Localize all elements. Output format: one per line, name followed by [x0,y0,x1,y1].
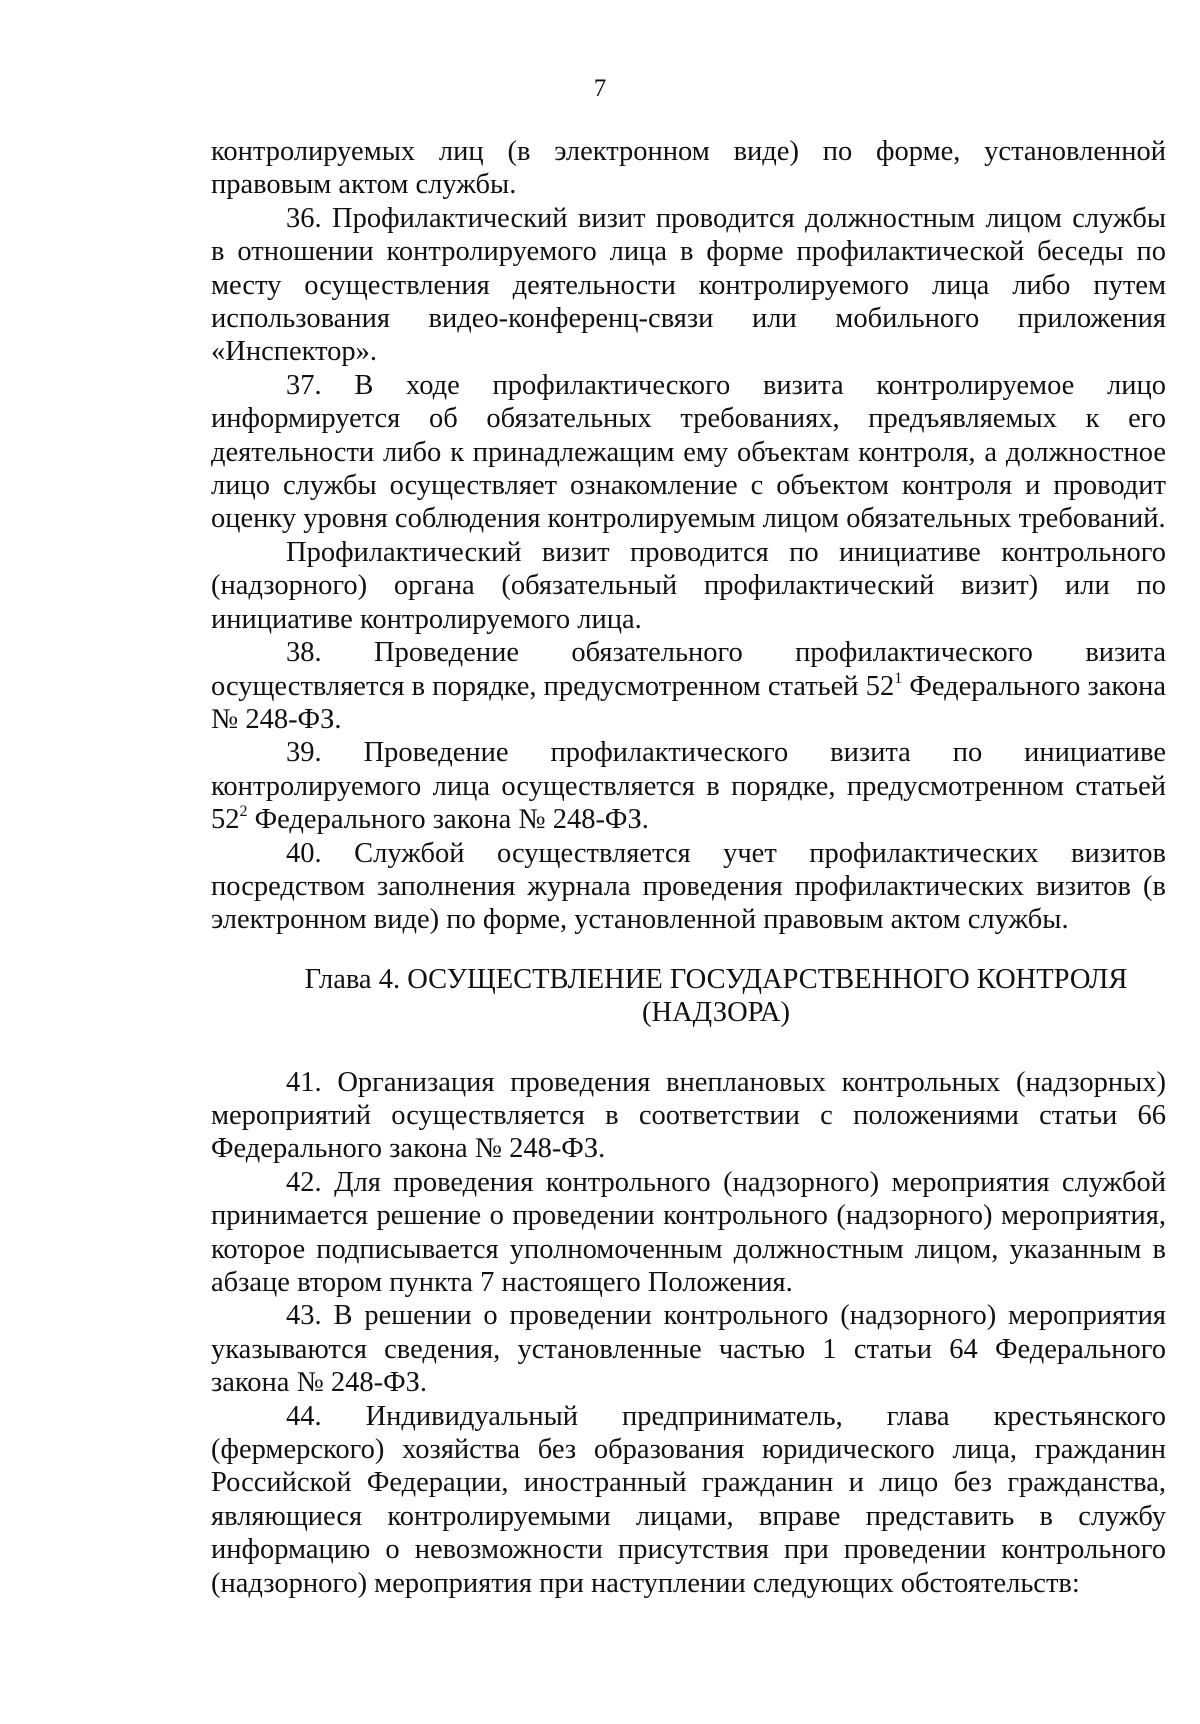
paragraph-38-text: 38. Проведение обязательного профилактического визита осуществляется в порядке, предусмотренном статьей 52 [211,637,1166,702]
paragraph-39-text-end: Федерального закона № 248-ФЗ. [247,804,649,836]
superscript-2: 2 [239,803,248,821]
paragraph-38-text-end: Федерального закона № 248-ФЗ. [211,670,1166,735]
chapter-heading-line-1: Глава 4. ОСУЩЕСТВЛЕНИЕ ГОСУДАРСТВЕННОГО КОНТРОЛЯ [304,963,1128,995]
paragraph-39 [211,736,1166,836]
page-number: 7 [593,75,607,102]
paragraph-37-second: Профилактический визит проводится по инициативе контрольного (надзорного) органа (обязательный профилактический визит) или по инициативе контролируемого лица. [211,536,1166,635]
paragraph-42: 42. Для проведения контрольного (надзорного) мероприятия службой принимается решение о проведении контрольного (надзорного) мероприятия, которое подписывается уполномоченным должностным лицом, указанным в абзаце втором пункта 7 настоящего Положения. [211,1166,1166,1298]
paragraph-37: 37. В ходе профилактического визита контролируемое лицо информируется об обязательных требованиях, предъявляемых к его деятельности либо к принадлежащим ему объектам контроля, а должностное лицо службы осуществляет ознакомление с объектом контроля и проводит оценку уровня соблюдения контролируемым лицом обязательных требований. [211,369,1166,535]
paragraph-36: 36. Профилактический визит проводится должностным лицом службы в отношении контролируемого лица в форме профилактической беседы по месту осуществления деятельности контролируемого лица либо путем использования видео-конференц-связи или мобильного приложения «Инспектор». [211,202,1166,368]
paragraph-39-text: 39. Проведение профилактического визита по инициативе контролируемого лица осуществляется в порядке, предусмотренном статьей 52 [211,737,1166,836]
chapter-heading [211,963,1166,1030]
document-body [211,135,1166,1600]
paragraph-continuation: контролируемых лиц (в электронном виде) по форме, установленной правовым актом службы. [211,136,1166,201]
paragraph-40: 40. Службой осуществляется учет профилактических визитов посредством заполнения журнала проведения профилактических визитов (в электронном виде) по форме, установленной правовым актом службы. [211,837,1166,936]
paragraph-41: 41. Организация проведения внеплановых контрольных (надзорных) мероприятий осуществляется в соответствии с положениями статьи 66 Федерального закона № 248-ФЗ. [211,1066,1166,1165]
paragraph-43: 43. В решении о проведении контрольного (надзорного) мероприятия указываются сведения, установленные частью 1 статьи 64 Федерального закона № 248-ФЗ. [211,1300,1166,1399]
paragraph-38 [211,636,1166,736]
superscript-1: 1 [894,669,903,687]
chapter-heading-line-2: (НАДЗОРА) [642,997,790,1029]
paragraph-44: 44. Индивидуальный предприниматель, глава крестьянского (фермерского) хозяйства без образования юридического лица, гражданин Российской Федерации, иностранный гражданин и лицо без гражданства, являющиеся контролируемыми лицами, вправе представить в службу информацию о невозможности присутствия при проведении контрольного (надзорного) мероприятия при наступлении следующих обстоятельств: [211,1400,1166,1599]
